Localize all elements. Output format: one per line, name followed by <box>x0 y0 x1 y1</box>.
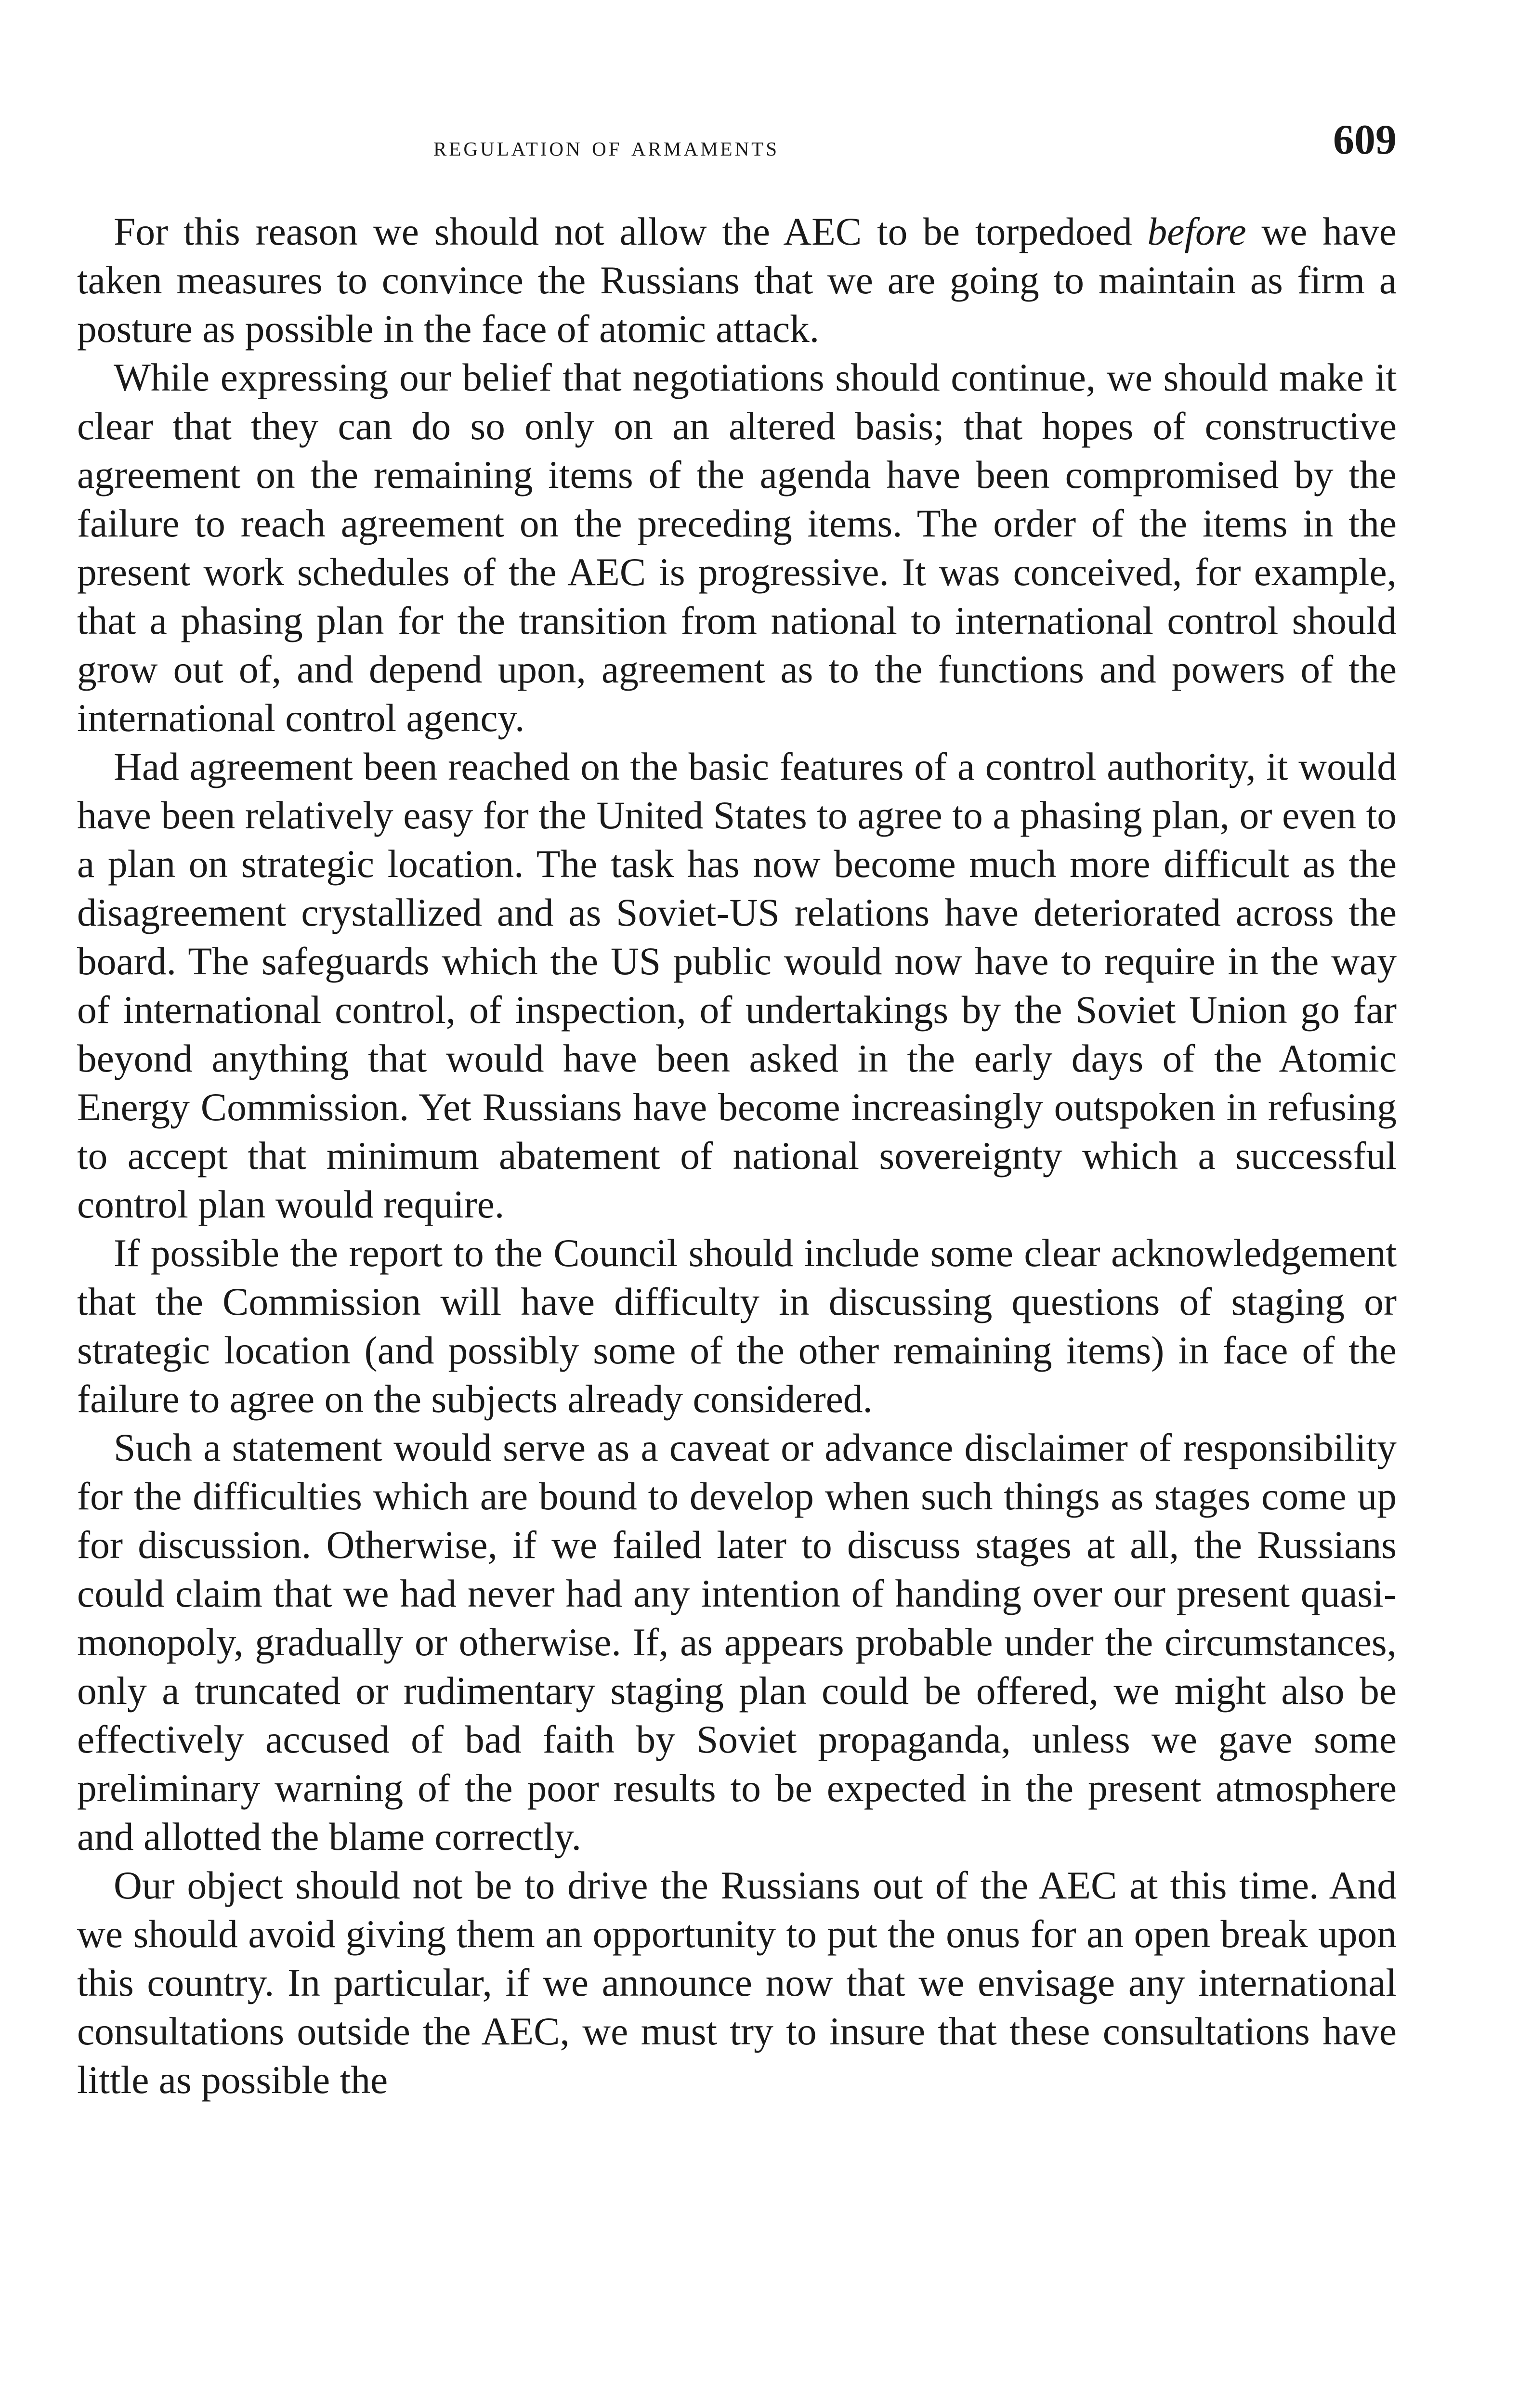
paragraph-1 <box>77 207 1397 353</box>
paragraph-1-text-end: we have taken measures to convince the Russians that we are going to maintain as firm a posture as possible in the face of atomic attack. <box>77 209 1397 351</box>
paragraph-5: Such a statement would serve as a caveat or advance disclaimer of responsibility for the difficulties which are bound to develop when such things as stages come up for discussion. Otherwise, if we failed later to discuss stages at all, the Russians could claim that we had never had any intention of handing over our present quasi-monopoly, gradually or otherwise. If, as appears probable under the circumstances, only a truncated or rudimentary staging plan could be offered, we might also be effectively accused of bad faith by Soviet propaganda, unless we gave some preliminary warning of the poor results to be expected in the present atmosphere and allotted the blame correctly. <box>77 1426 1397 1858</box>
paragraph-4: If possible the report to the Council should include some clear acknowledgement that the Commission will have difficulty in discussing questions of staging or strategic location (and possibly some of the other remaining items) in face of the failure to agree on the subjects already considered. <box>77 1231 1397 1421</box>
paragraph-1-italic-word: before <box>1147 209 1246 253</box>
page-number: 609 <box>1333 117 1397 163</box>
paragraph-1-text-start: For this reason we should not allow the AEC to be torpedoed <box>114 209 1148 253</box>
paragraph-6: Our object should not be to drive the Russians out of the AEC at this time. And we should avoid giving them an opportunity to put the onus for an open break upon this country. In particular, if we announce now that we envisage any international consultations outside the AEC, we must try to insure that these consultations have little as possible the <box>77 1863 1397 2102</box>
running-head-title: regulation of armaments <box>433 131 780 162</box>
page-header <box>77 116 1397 169</box>
body-text <box>77 207 1397 2104</box>
paragraph-3: Had agreement been reached on the basic features of a control authority, it would have been relatively easy for the United States to agree to a phasing plan, or even to a plan on strategic location. The task has now become much more difficult as the disagreement crystallized and as Soviet-US relations have deteriorated across the board. The safeguards which the US public would now have to require in the way of international control, of inspection, of undertakings by the Soviet Union go far beyond anything that would have been asked in the early days of the Atomic Energy Commission. Yet Russians have become increasingly outspoken in refusing to accept that minimum abatement of national sovereignty which a successful control plan would require. <box>77 745 1397 1226</box>
paragraph-2: While expressing our belief that negotiations should continue, we should make it clear that they can do so only on an altered basis; that hopes of constructive agreement on the remaining items of the agenda have been compromised by the failure to reach agreement on the preceding items. The order of the items in the present work schedules of the AEC is progressive. It was conceived, for example, that a phasing plan for the transition from national to international control should grow out of, and depend upon, agreement as to the functions and powers of the international control agency. <box>77 355 1397 740</box>
